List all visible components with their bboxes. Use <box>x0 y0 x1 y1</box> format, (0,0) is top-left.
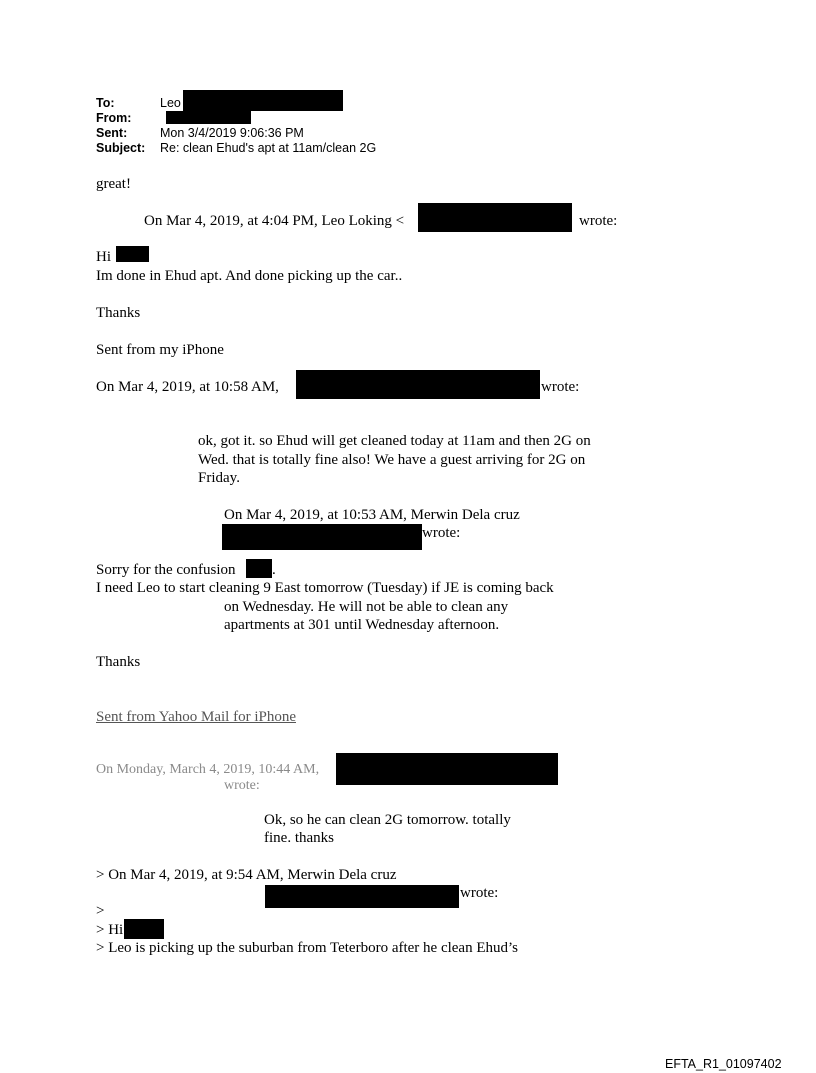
redaction-box <box>124 919 164 939</box>
hi-word: Hi <box>96 249 111 265</box>
thanks-1: Thanks <box>96 305 141 321</box>
quote1-lt: < <box>395 213 405 229</box>
subject-label: Subject: <box>96 141 146 155</box>
hi-line <box>96 248 111 266</box>
redaction-box <box>265 885 459 908</box>
sorry-line: Sorry for the confusion <box>96 562 236 578</box>
document-id: EFTA_R1_01097402 <box>665 1057 782 1071</box>
quote3-wrote: wrote: <box>422 525 461 541</box>
gt-leo-line: > Leo is picking up the suburban from Teterboro after he clean Ehud’s <box>96 940 519 956</box>
quote2-wrote: wrote: <box>541 379 580 395</box>
redaction-box <box>296 370 540 399</box>
needleo-line-1: I need Leo to start cleaning 9 East tomorrow (Tuesday) if JE is coming back <box>96 580 554 596</box>
subject-value: Re: clean Ehud's apt at 11am/clean 2G <box>160 141 377 155</box>
redaction-box <box>116 246 149 262</box>
leo-line: Im done in Ehud apt. And done picking up the car.. <box>96 268 403 284</box>
sorry-period: . <box>272 562 276 578</box>
quote4-wrote: wrote: <box>224 778 260 793</box>
sent-label: Sent: <box>96 126 128 140</box>
quote3-intro: On Mar 4, 2019, at 10:53 AM, Merwin Dela cruz <box>224 507 520 523</box>
sent-from-iphone: Sent from my iPhone <box>96 342 224 358</box>
quote2-intro: On Mar 4, 2019, at 10:58 AM, <box>96 379 279 395</box>
redaction-box <box>336 753 558 785</box>
gt-line: > <box>96 903 105 919</box>
redaction-box <box>183 90 343 111</box>
quote5-intro: > On Mar 4, 2019, at 9:54 AM, Merwin Dela cruz <box>96 867 397 883</box>
quote5-wrote: wrote: <box>460 885 499 901</box>
quote1-intro-text: On Mar 4, 2019, at 4:04 PM, Leo Loking <box>144 213 392 229</box>
redaction-box <box>222 524 422 550</box>
sent-value: Mon 3/4/2019 9:06:36 PM <box>160 126 304 140</box>
redaction-box <box>166 111 251 124</box>
okgotit-line-1: ok, got it. so Ehud will get cleaned today at 11am and then 2G on <box>198 433 591 449</box>
gt-hi: > Hi <box>96 922 124 938</box>
okso-line-1: Ok, so he can clean 2G tomorrow. totally <box>264 812 511 828</box>
needleo-line-3: apartments at 301 until Wednesday afternoon. <box>224 617 500 633</box>
to-value: Leo <box>160 96 181 110</box>
quote1-wrote: wrote: <box>579 213 618 229</box>
redaction-box <box>418 203 572 232</box>
reply-text: great! <box>96 176 131 192</box>
to-label: To: <box>96 96 115 110</box>
okgotit-line-2: Wed. that is totally fine also! We have a guest arriving for 2G on <box>198 452 586 468</box>
yahoo-mail-link[interactable]: Sent from Yahoo Mail for iPhone <box>96 709 296 725</box>
quote4-intro: On Monday, March 4, 2019, 10:44 AM, <box>96 762 320 777</box>
quote1-intro <box>144 212 404 230</box>
redaction-box <box>246 559 272 578</box>
okso-line-2: fine. thanks <box>264 830 334 846</box>
thanks-2: Thanks <box>96 654 141 670</box>
from-label: From: <box>96 111 132 125</box>
needleo-line-2: on Wednesday. He will not be able to clean any <box>224 599 509 615</box>
okgotit-line-3: Friday. <box>198 470 240 486</box>
